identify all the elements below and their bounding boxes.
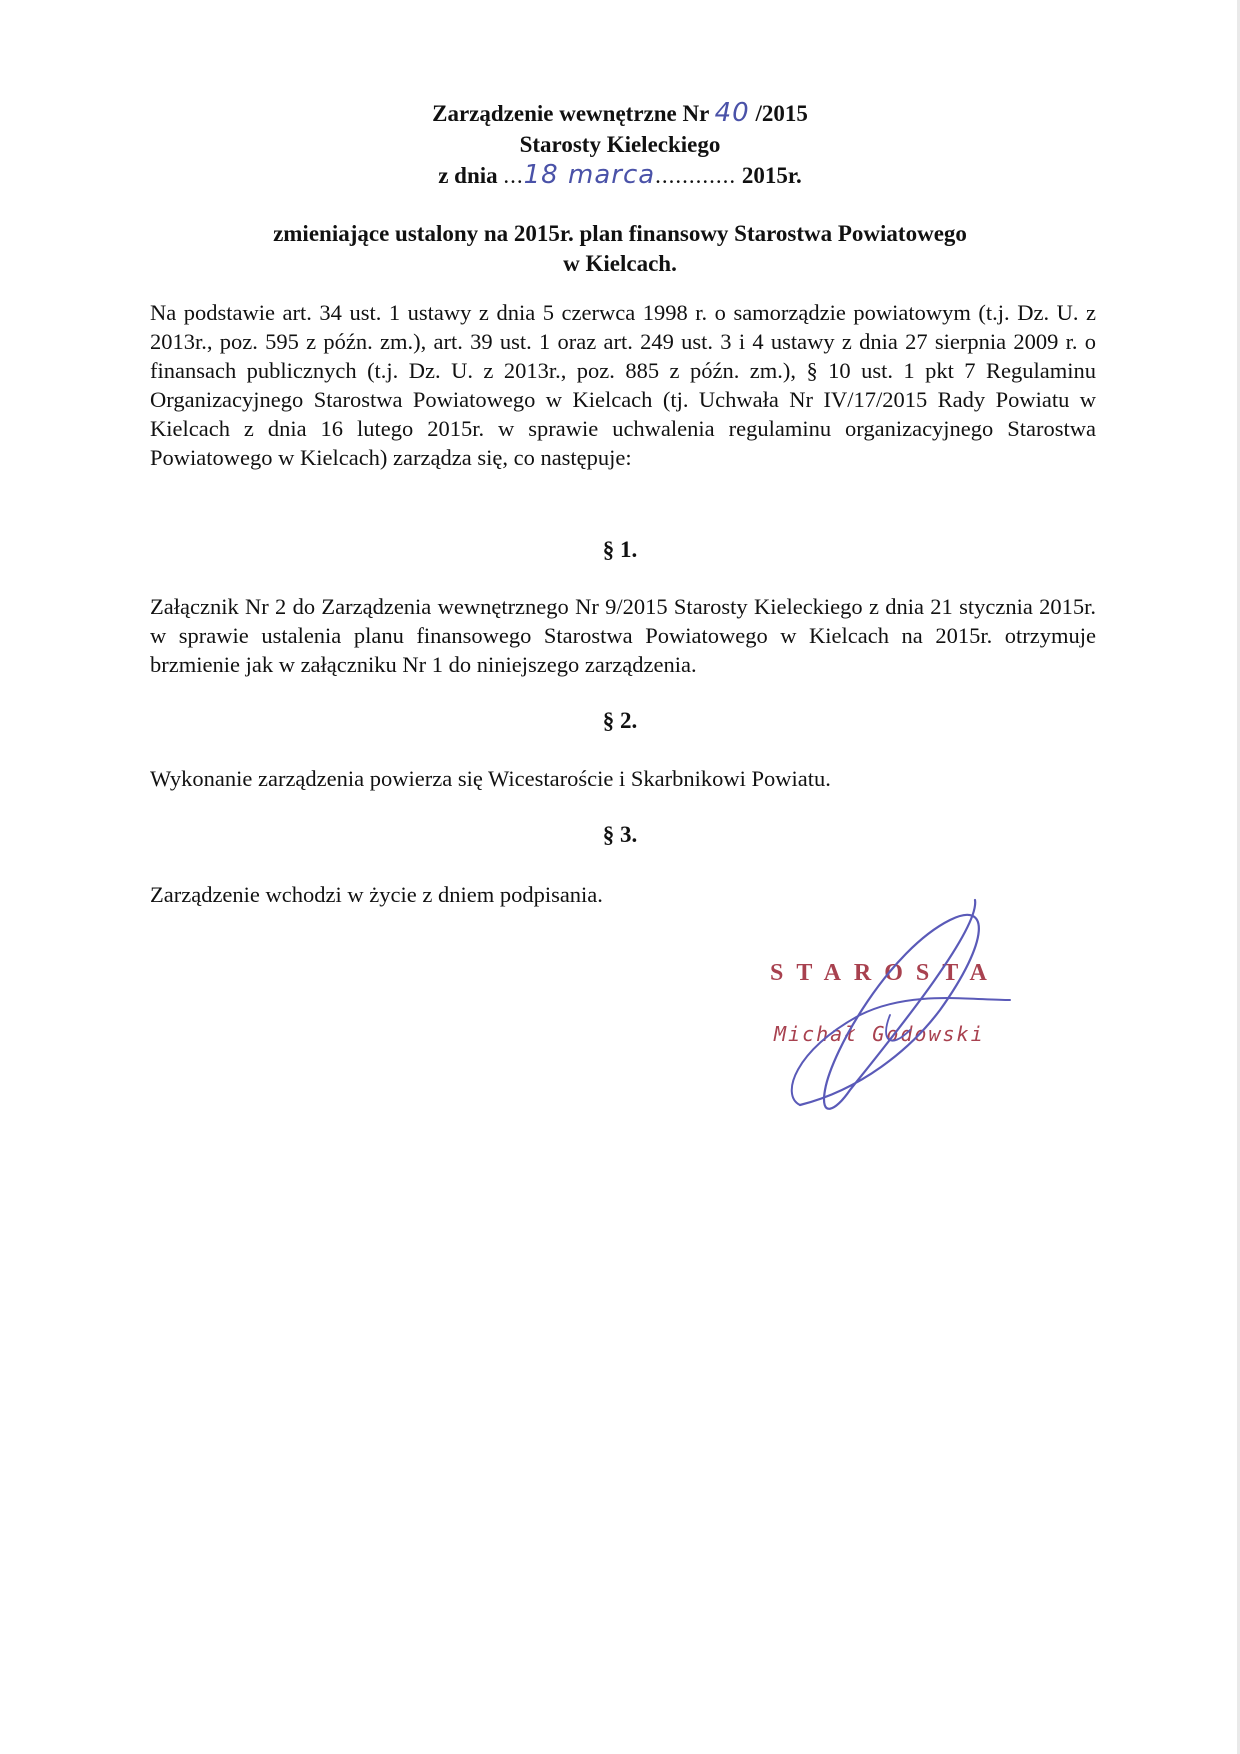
order-title-prefix: Zarządzenie wewnętrzne Nr xyxy=(432,101,709,126)
legal-basis-paragraph: Na podstawie art. 34 ust. 1 ustawy z dnia 5 czerwca 1998 r. o samorządzie powiatowym (t.j. Dz. U. z 2013r., poz. 595 z późn. zm.), art. 39 ust. 1 oraz art. 249 ust. 3 i 4 ustawy z dnia 27 sierpnia 2009 r. o finansach publicznych (t.j. Dz. U. z 2013r., poz. 885 z późn. zm.), § 10 ust. 1 pkt 7 Regulaminu Organizacyjnego Starostwa Powiatowego w Kielcach (tj. Uchwała Nr IV/17/2015 Rady Powiatu w Kielcach z dnia 16 lutego 2015r. w sprawie uchwalenia regulaminu organizacyjnego Starostwa Powiatowego w Kielcach) zarządza się, co następuje: xyxy=(150,300,1096,470)
order-title xyxy=(0,98,1240,129)
issuer-line: Starosty Kieleckiego xyxy=(519,132,721,157)
subject-line-1: zmieniające ustalony na 2015r. plan finansowy Starostwa Powiatowego xyxy=(273,221,967,246)
date-suffix: 2015r. xyxy=(741,163,802,188)
date-prefix: z dnia xyxy=(438,163,498,188)
stamp-title: STAROSTA xyxy=(770,960,1000,986)
section-1-text: Załącznik Nr 2 do Zarządzenia wewnętrznego Nr 9/2015 Starosty Kieleckiego z dnia 21 stycznia 2015r. w sprawie ustalenia planu finansowego Starostwa Powiatowego w Kielcach na 2015r. otrzymuje brzmienie jak w załączniku Nr 1 do niniejszego zarządzenia. xyxy=(150,594,1096,677)
section-3-text: Zarządzenie wchodzi w życie z dniem podpisania. xyxy=(150,882,603,907)
date-line xyxy=(0,160,1240,191)
section-2-mark: § 2. xyxy=(602,708,638,733)
date-dots-after: ............ xyxy=(655,163,737,188)
stamp-name: Michał Godowski xyxy=(774,1022,985,1046)
section-1-mark: § 1. xyxy=(602,537,638,562)
date-dots-before: ... xyxy=(503,163,524,188)
date-handwritten: 18 marca xyxy=(523,160,656,190)
section-3-mark: § 3. xyxy=(602,822,638,847)
subject-line-2: w Kielcach. xyxy=(563,251,677,276)
official-stamp xyxy=(760,960,1040,1090)
section-2-text: Wykonanie zarządzenia powierza się Wicestaroście i Skarbnikowi Powiatu. xyxy=(150,766,831,791)
order-title-suffix: /2015 xyxy=(755,101,808,126)
order-number-handwritten: 40 xyxy=(714,98,750,128)
